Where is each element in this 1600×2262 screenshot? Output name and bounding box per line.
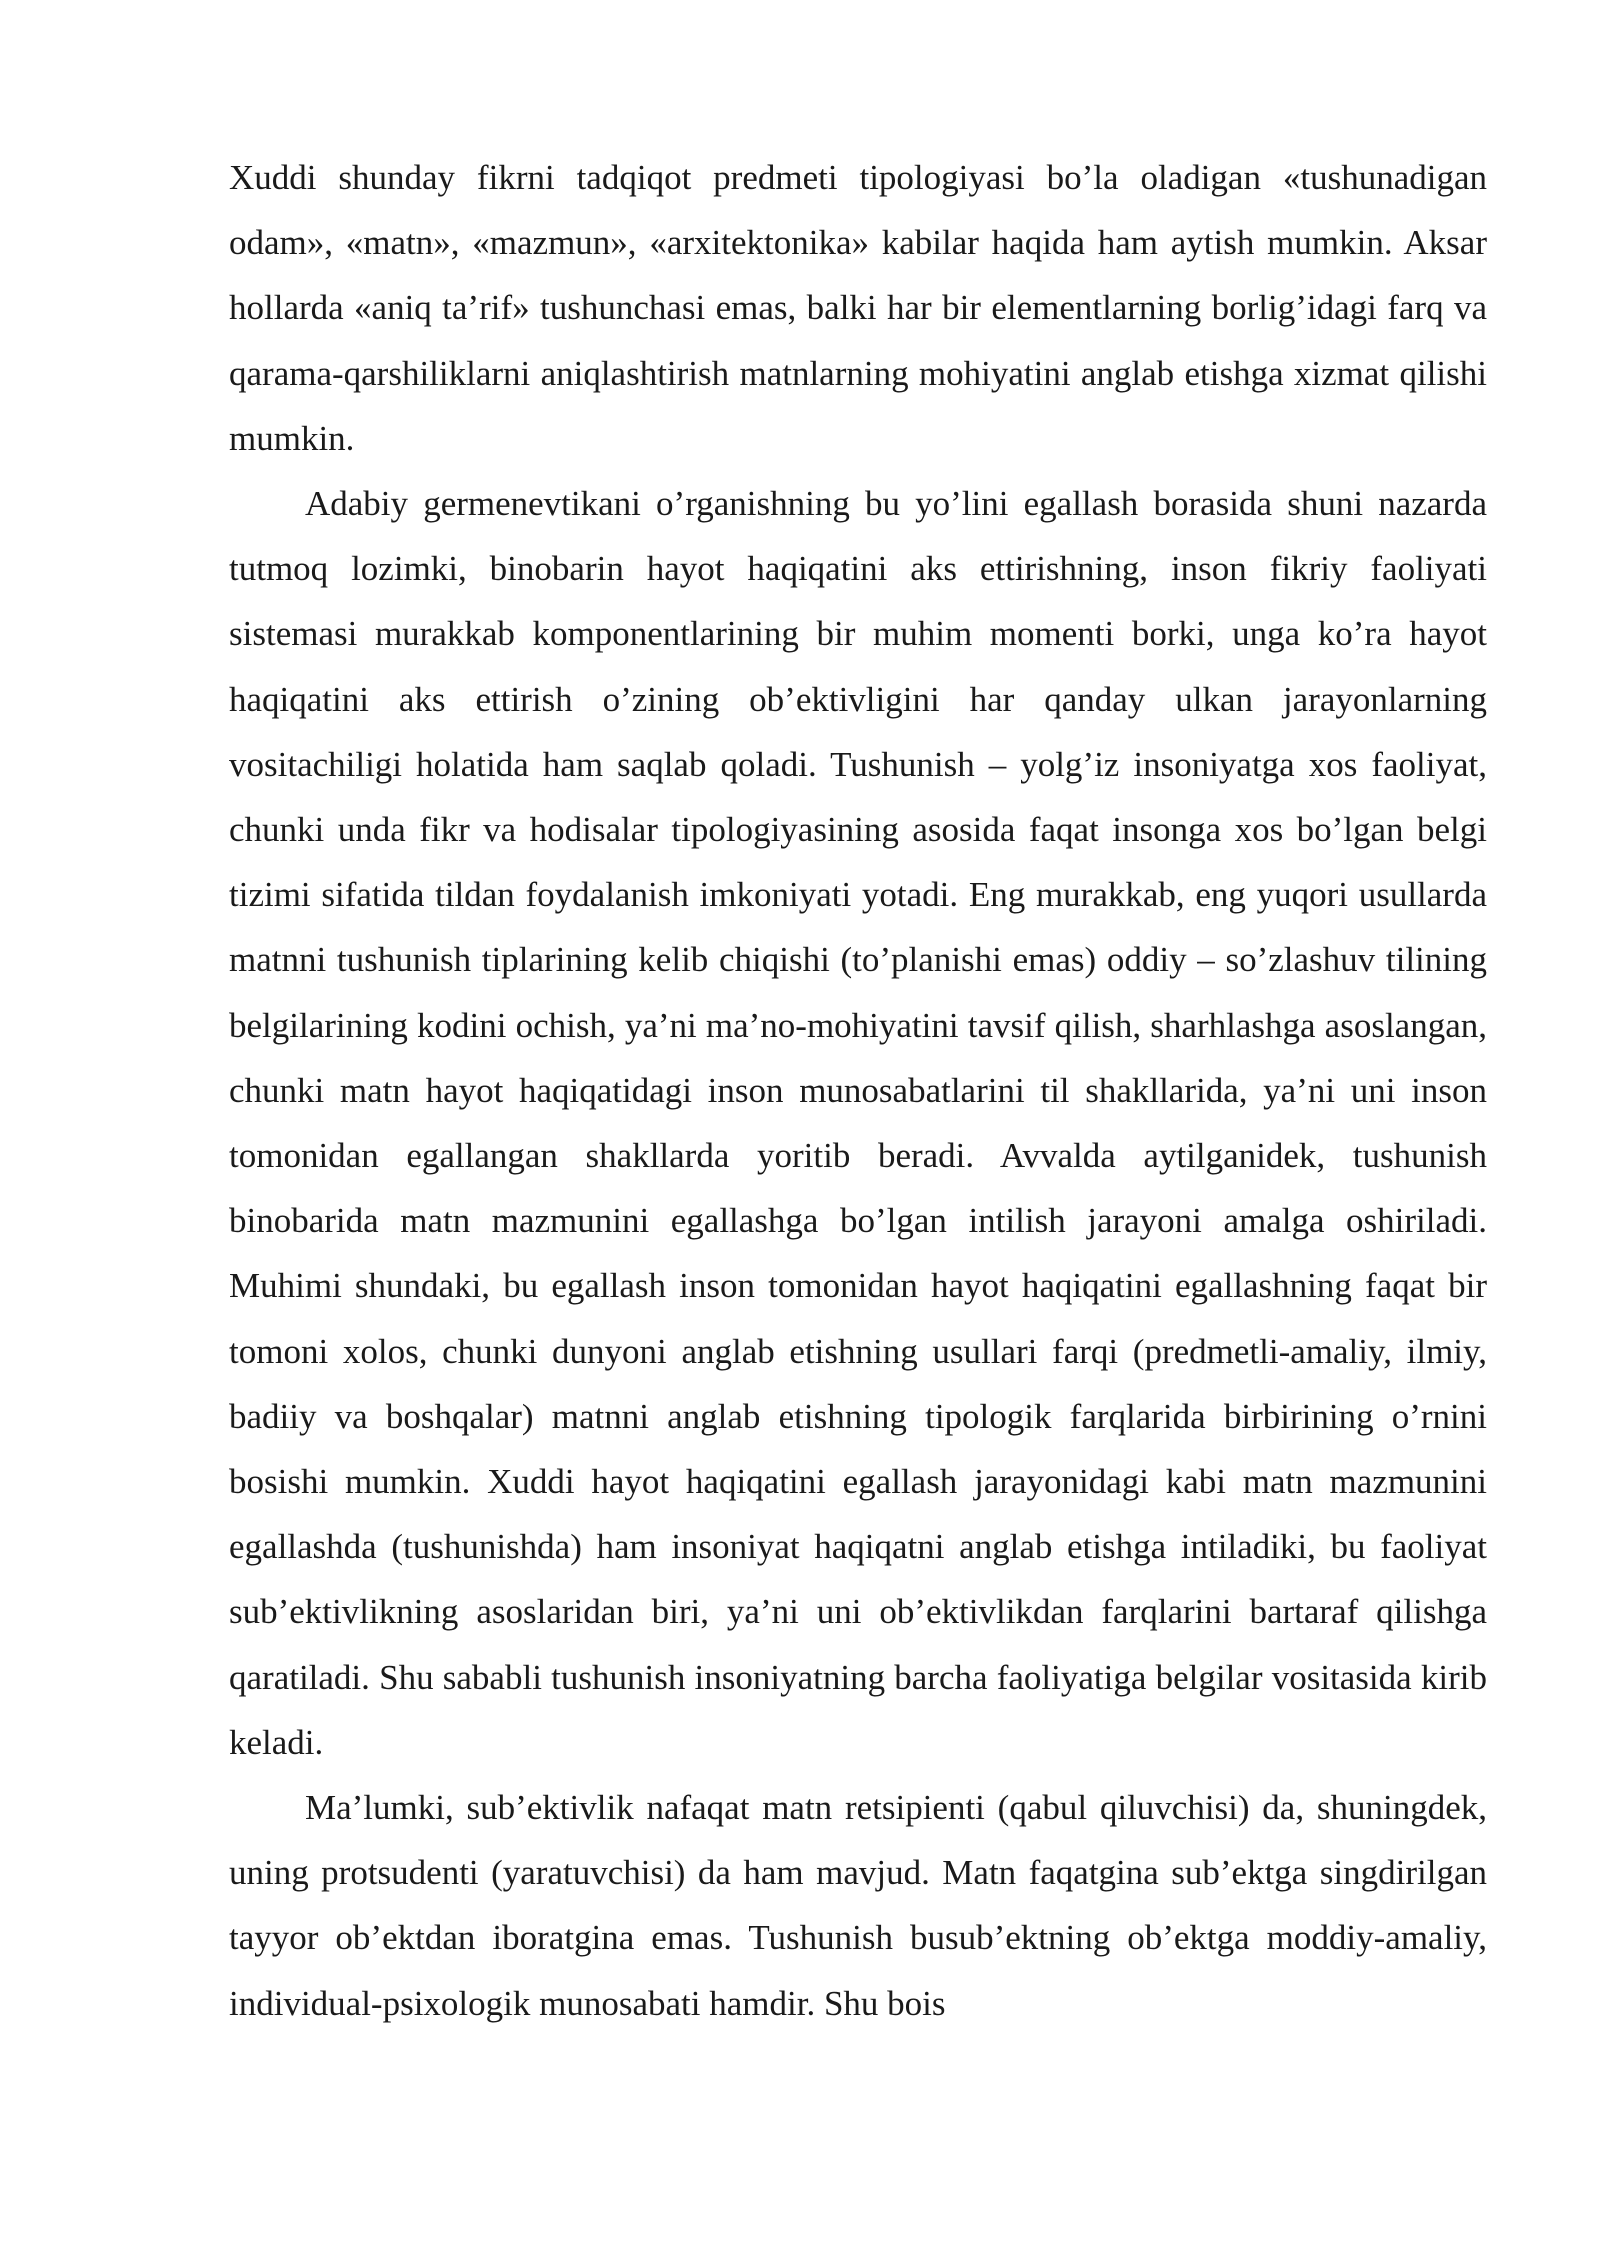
paragraph-2: Adabiy germenevtikani o’rganishning bu yo’lini egallash borasida shuni nazarda tutmoq lozimki, binobarin hayot haqiqatini aks ettirishning, inson fikriy faoliyati sistemasi murakkab komponentlarining bir muhim momenti borki, unga ko’ra hayot haqiqatini aks ettirish o’zining ob’ektivligini har qanday ulkan jarayonlarning vositachiligi holatida ham saqlab qoladi. Tushunish – yolg’iz insoniyatga xos faoliyat, chunki unda fikr va hodisalar tipologiyasining asosida faqat insonga xos bo’lgan belgi tizimi sifatida tildan foydalanish imkoniyati yotadi. Eng murakkab, eng yuqori usullarda matnni tushunish tiplarining kelib chiqishi (to’planishi emas) oddiy – so’zlashuv tilining belgilarining kodini ochish, ya’ni ma’no-mohiyatini tavsif qilish, sharhlashga asoslangan, chunki matn hayot haqiqatidagi inson munosabatlarini til shakllarida, ya’ni uni inson tomonidan egallangan shakllarda yoritib beradi. Avvalda aytilganidek, tushunish binobarida matn mazmunini egallashga bo’lgan intilish jarayoni amalga oshiriladi. Muhimi shundaki, bu egallash inson tomonidan hayot haqiqatini egallashning faqat bir tomoni xolos, chunki dunyoni anglab etishning usullari farqi (predmetli-amaliy, ilmiy, badiiy va boshqalar) matnni anglab etishning tipologik farqlarida birbirining o’rnini bosishi mumkin. Xuddi hayot haqiqatini egallash jarayonidagi kabi matn mazmunini egallashda (tushunishda) ham insoniyat haqiqatni anglab etishga intiladiki, bu faoliyat sub’ektivlikning asoslaridan biri, ya’ni uni ob’ektivlikdan farqlarini bartaraf qilishga qaratiladi. Shu sababli tushunish insoniyatning barcha faoliyatiga belgilar vositasida kirib keladi. [229, 484, 1487, 1762]
body-text [229, 145, 1487, 2036]
paragraph-1: Xuddi shunday fikrni tadqiqot predmeti tipologiyasi bo’la oladigan «tushunadigan odam», «matn», «mazmun», «arxitektonika» kabilar haqida ham aytish mumkin. Aksar hollarda «aniq ta’rif» tushunchasi emas, balki har bir elementlarning borlig’idagi farq va qarama-qarshiliklarni aniqlashtirish matnlarning mohiyatini anglab etishga xizmat qilishi mumkin. [229, 158, 1487, 458]
paragraph-3: Ma’lumki, sub’ektivlik nafaqat matn retsipienti (qabul qiluvchisi) da, shuningdek, uning protsudenti (yaratuvchisi) da ham mavjud. Matn faqatgina sub’ektga singdirilgan tayyor ob’ektdan iboratgina emas. Tushunish busub’ektning ob’ektga moddiy-amaliy, individual-psixologik munosabati hamdir. Shu bois [229, 1788, 1487, 2023]
